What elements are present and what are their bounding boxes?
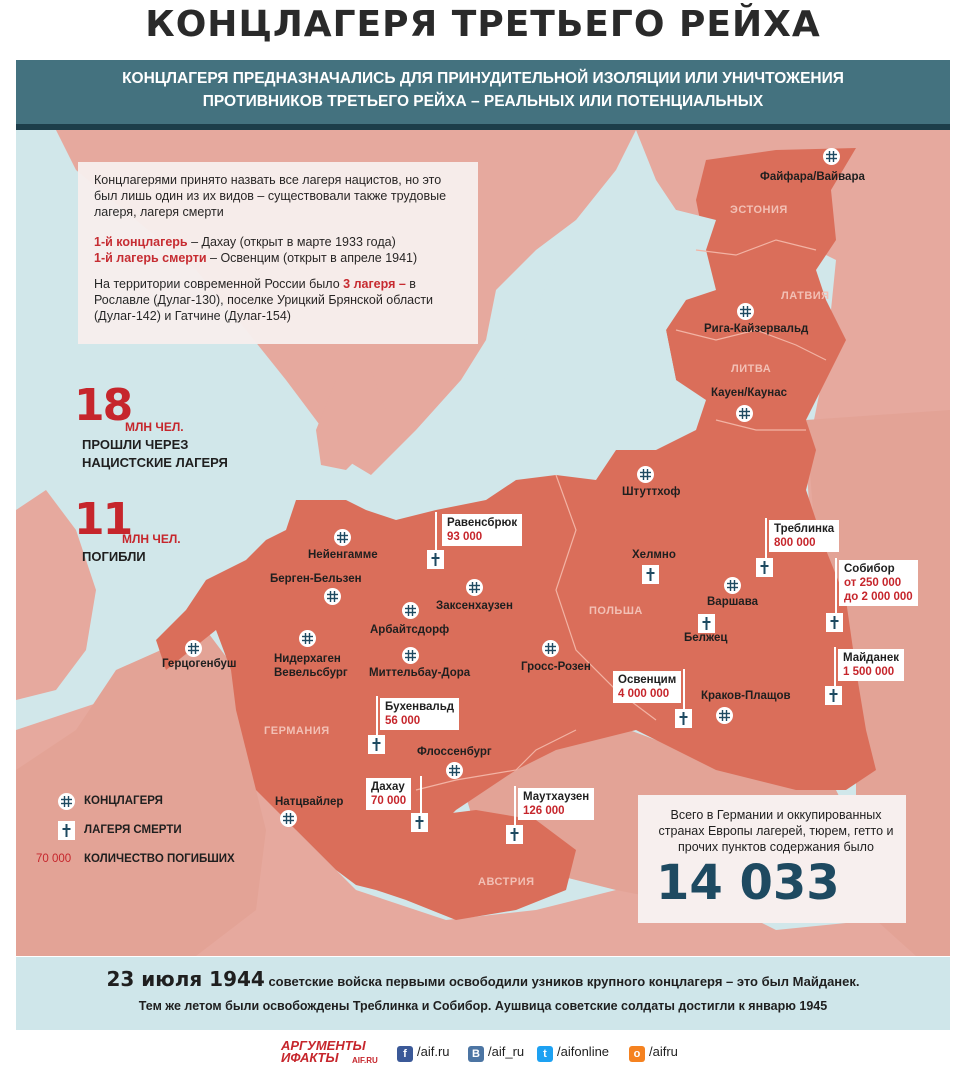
camp-bergen-marker[interactable] [324,588,341,605]
page-title: КОНЦЛАГЕРЯ ТРЕТЬЕГО РЕЙХА [145,4,821,45]
death-mauthausen-marker[interactable] [506,825,523,844]
country-germany: ГЕРМАНИЯ [264,725,330,737]
intro-banner [16,60,950,128]
died-label: ПОГИБЛИ [82,549,146,564]
logo-site: AIF.RU [352,1056,378,1065]
vk-icon: B [468,1046,484,1062]
toll-auschwitz-value: 4 000 000 [618,688,670,700]
camp-flossenburg-label: Флоссенбург [417,746,492,758]
legend-camps-label: КОНЦЛАГЕРЯ [84,795,163,807]
death-belzec-label: Белжец [684,632,728,644]
camp-warsaw-label: Варшава [707,596,759,608]
toll-majdanek-name: Майданек [843,652,899,664]
passed-label-1: ПРОШЛИ ЧЕРЕЗ [82,437,189,452]
camp-icon [716,707,733,724]
country-estonia: ЭСТОНИЯ [730,204,788,216]
camp-icon [542,640,559,657]
camp-icon [185,640,202,657]
camp-icon [58,793,75,810]
toll-pin [435,512,437,552]
toll-sobibor-value-1: от 250 000 [844,577,902,589]
cross-icon [642,565,659,584]
camp-mittelbau-label: Миттельбау-Дора [369,667,471,679]
toll-ravensbruck[interactable] [442,514,522,546]
toll-pin [514,786,516,826]
country-latvia: ЛАТВИЯ [781,290,830,302]
cross-icon [427,550,444,569]
camp-arbeitsdorf-marker[interactable] [402,602,419,619]
toll-auschwitz-name: Освенцим [618,674,677,686]
logo-line-2: ИФАКТЫ [281,1050,339,1065]
footer-panel [16,957,950,1030]
legend-victims-label: КОЛИЧЕСТВО ПОГИБШИХ [84,853,235,865]
camp-arbeitsdorf-label: Арбайтсдорф [370,624,450,636]
toll-dachau-name: Дахау [371,781,405,793]
camp-icon [299,630,316,647]
toll-pin [683,669,685,711]
russia-text-end: в Рославле (Дулаг-130), поселке Урицкий Брянской области (Дулаг-142) и Гатчине (Дулаг-154) [94,277,434,323]
camp-warsaw-marker[interactable] [724,577,741,594]
death-buchenwald-marker[interactable] [368,735,385,754]
camp-icon [402,602,419,619]
twitter-icon: t [537,1046,553,1062]
cross-icon [825,686,842,705]
toll-sobibor[interactable] [839,560,918,606]
twitter-link[interactable]: /aifonline [557,1044,610,1059]
info-first-camp [94,234,466,250]
camp-natzweiler-label: Натцвайлер [275,796,344,808]
toll-pin [834,647,836,687]
total-text: Всего в Германии и оккупированных странах Европы лагерей, тюрем, гетто и прочих пунктов содержания было [658,808,894,854]
camp-icon [736,405,753,422]
camp-kaunas-marker[interactable] [736,405,753,422]
total-box [638,795,906,923]
legend-cross-icon [58,821,75,840]
camp-plaszow-label: Краков-Плащов [701,690,791,702]
cross-icon [368,735,385,754]
camp-icon [402,647,419,664]
first-camp-text: – Дахау (открыт в марте 1933 года) [187,235,396,249]
camp-icon [446,762,463,779]
legend-camp-icon [58,793,75,810]
camp-natzweiler-marker[interactable] [280,810,297,827]
facebook-icon: f [397,1046,413,1062]
russia-text-start: На территории современной России было [94,277,344,291]
legend-sample-value: 70 000 [36,853,72,865]
camp-herzogenbusch-label: Герцогенбуш [162,658,237,670]
info-paragraph-1: Концлагерями принято назвать все лагеря нацистов, но это был лишь один из их видов – существовали также трудовые лагеря, лагеря смерти [94,173,447,219]
camp-icon [334,529,351,546]
toll-pin [765,518,767,560]
camp-riga-marker[interactable] [737,303,754,320]
odnoklassniki-icon: о [629,1046,645,1062]
camp-gross-rosen-label: Гросс-Розен [521,661,591,673]
camp-flossenburg-marker[interactable] [446,762,463,779]
banner-line-1: КОНЦЛАГЕРЯ ПРЕДНАЗНАЧАЛИСЬ ДЛЯ ПРИНУДИТЕЛЬНОЙ ИЗОЛЯЦИИ ИЛИ УНИЧТОЖЕНИЯ [122,70,844,87]
camp-icon [737,303,754,320]
died-number: 11 [74,494,132,545]
logo-line-1: АРГУМЕНТЫ [281,1038,366,1053]
camp-herzogenbusch-marker[interactable] [185,640,202,657]
toll-buchenwald[interactable] [380,698,459,730]
country-austria: АВСТРИЯ [478,876,535,888]
russia-count: 3 лагеря – [343,277,406,291]
total-number: 14 033 [656,855,840,911]
toll-buchenwald-name: Бухенвальд [385,701,455,713]
toll-mauthausen-name: Маутхаузен [523,791,590,803]
toll-pin [835,558,837,614]
passed-label [82,436,228,472]
death-ravensbruck-marker[interactable] [427,550,444,569]
odnoklassniki-link[interactable]: /aifru [649,1044,678,1059]
toll-ravensbruck-value: 93 000 [447,531,483,543]
info-first-death-camp [94,250,466,266]
info-russia-camps [94,276,466,324]
banner-line-2: ПРОТИВНИКОВ ТРЕТЬЕГО РЕЙХА – РЕАЛЬНЫХ ИЛИ ПОТЕНЦИАЛЬНЫХ [202,93,764,110]
camp-icon [823,148,840,165]
death-dachau-marker[interactable] [411,813,428,832]
country-lithuania: ЛИТВА [731,363,772,375]
toll-ravensbruck-name: Равенсбрюк [447,517,518,529]
toll-treblinka-name: Треблинка [774,523,835,535]
death-chelmno-label: Хелмно [632,549,676,561]
toll-majdanek[interactable] [838,649,904,681]
camp-vaivara-marker[interactable] [823,148,840,165]
footer-date: 23 июля 1944 [106,967,265,991]
camp-plaszow-marker[interactable] [716,707,733,724]
camp-niederhagen-label: Нидерхаген Вевельсбург [274,653,348,679]
footer-line-1-text: советские войска первыми освободили узников крупного концлагеря – это был Майданек. [264,974,860,989]
death-sobibor-marker[interactable] [826,613,843,632]
camp-mittelbau-marker[interactable] [402,647,419,664]
footer-line-2: Тем же летом были освобождены Треблинка и Собибор. Аушвица советские солдаты достигли к январю 1945 [138,999,828,1013]
passed-number: 18 [74,380,132,431]
cross-icon [506,825,523,844]
died-unit: МЛН ЧЕЛ. [122,532,181,546]
camp-stutthof-label: Штуттхоф [622,486,681,498]
death-majdanek-marker[interactable] [825,686,842,705]
cross-icon [698,614,715,633]
toll-auschwitz[interactable] [613,671,681,703]
death-auschwitz-marker[interactable] [675,709,692,728]
first-death-label: 1-й лагерь смерти [94,251,207,265]
camp-icon [637,466,654,483]
facebook-link[interactable]: /aif.ru [417,1044,450,1059]
death-chelmno-marker[interactable] [642,565,659,584]
camp-sachsenhausen-marker[interactable] [466,579,483,596]
info-box [78,162,478,344]
death-treblinka-marker[interactable] [756,558,773,577]
cross-icon [58,821,75,840]
legend-death-label: ЛАГЕРЯ СМЕРТИ [84,824,182,836]
camp-vaivara-label: Файфара/Вайвара [760,171,865,183]
toll-majdanek-value: 1 500 000 [843,666,895,678]
toll-treblinka-value: 800 000 [774,537,816,549]
toll-sobibor-name: Собибор [844,563,895,575]
camp-riga-label: Рига-Кайзервальд [704,323,809,335]
toll-dachau[interactable] [366,778,411,810]
toll-dachau-value: 70 000 [371,795,407,807]
first-camp-label: 1-й концлагерь [94,235,188,249]
death-belzec-marker[interactable] [698,614,715,633]
toll-mauthausen-value: 126 000 [523,805,565,817]
toll-buchenwald-value: 56 000 [385,715,421,727]
footer-line-1 [16,967,950,991]
cross-icon [411,813,428,832]
camp-neuengamme-marker[interactable] [334,529,351,546]
camp-icon [280,810,297,827]
country-poland: ПОЛЬША [589,605,643,617]
camp-icon [324,588,341,605]
camp-niederhagen-marker[interactable] [299,630,316,647]
cross-icon [756,558,773,577]
toll-sobibor-value-2: до 2 000 000 [844,591,913,603]
toll-mauthausen[interactable] [518,788,594,820]
camp-neuengamme-label: Нейенгамме [308,549,378,561]
camp-kaunas-label: Кауен/Каунас [711,387,788,399]
first-death-text: – Освенцим (открыт в апреле 1941) [206,251,418,265]
toll-pin [420,776,422,814]
passed-unit: МЛН ЧЕЛ. [125,420,184,434]
toll-pin [376,696,378,736]
toll-treblinka[interactable] [769,520,839,552]
camp-gross-rosen-marker[interactable] [542,640,559,657]
camp-stutthof-marker[interactable] [637,466,654,483]
vk-link[interactable]: /aif_ru [488,1044,525,1059]
camp-icon [724,577,741,594]
camp-bergen-label: Берген-Бельзен [270,573,362,585]
passed-label-2: НАЦИСТСКИЕ ЛАГЕРЯ [82,455,228,470]
cross-icon [826,613,843,632]
camp-icon [466,579,483,596]
camp-sachsenhausen-label: Заксенхаузен [436,600,513,612]
cross-icon [675,709,692,728]
